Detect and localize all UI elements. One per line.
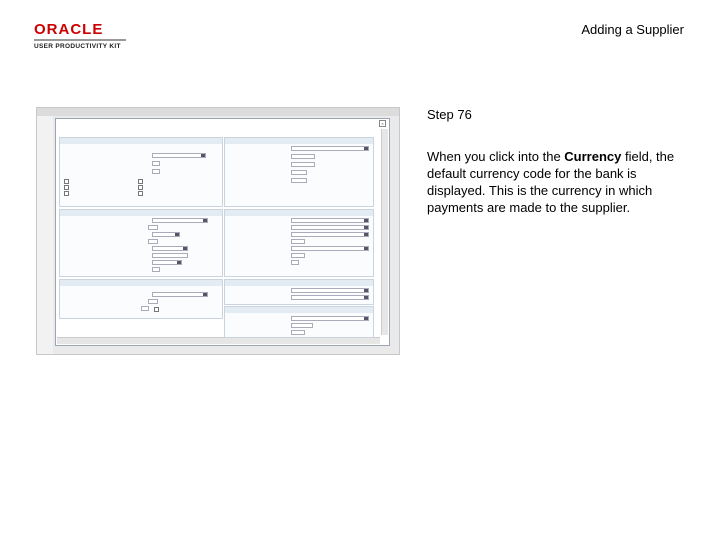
screenshot-left-strip <box>37 116 53 354</box>
close-icon: × <box>379 120 386 127</box>
draft-field-6 <box>152 253 188 258</box>
hold-field <box>152 169 160 174</box>
info-dropdown-3 <box>291 232 369 237</box>
horizontal-scrollbar <box>57 337 380 344</box>
draft-dropdown-5 <box>152 246 188 251</box>
checkbox <box>64 185 69 190</box>
description-field-name: Currency <box>564 149 622 164</box>
logo-divider <box>34 39 126 41</box>
step-description <box>427 148 689 216</box>
info-dropdown-1 <box>291 218 369 223</box>
logo-wordmark: ORACLE <box>34 21 104 38</box>
late-field-2 <box>291 323 313 328</box>
oracle-upk-logo <box>34 22 134 51</box>
application-screenshot <box>36 107 400 355</box>
screenshot-nav-bar <box>37 108 399 116</box>
holding-small-field <box>141 306 149 311</box>
checkbox <box>138 179 143 184</box>
draft-dropdown-1 <box>152 218 208 223</box>
info-field-7 <box>291 260 299 265</box>
draft-dropdown-7 <box>152 260 182 265</box>
checkbox <box>64 179 69 184</box>
holding-group <box>59 279 223 319</box>
draft-dropdown-3 <box>152 232 180 237</box>
currency-field <box>291 170 307 175</box>
payment-control-group <box>59 137 223 207</box>
step-label: Step 76 <box>427 107 472 122</box>
rate-type-field <box>291 178 307 183</box>
payables-options-modal <box>55 118 390 346</box>
draft-field-2 <box>148 225 158 230</box>
checkbox <box>138 185 143 190</box>
sequencing-dropdown-2 <box>291 295 369 300</box>
late-dropdown-1 <box>291 316 369 321</box>
holding-field <box>148 299 158 304</box>
discount-field <box>152 161 160 166</box>
logo-subtitle: USER PRODUCTIVITY KIT <box>34 43 121 50</box>
info-field-4 <box>291 239 305 244</box>
checkbox <box>154 307 159 312</box>
bank-options-dropdown <box>291 146 369 151</box>
vertical-scrollbar <box>381 129 388 335</box>
checkbox <box>138 191 143 196</box>
info-dropdown-2 <box>291 225 369 230</box>
sequencing-dropdown-1 <box>291 288 369 293</box>
holding-dropdown <box>152 292 208 297</box>
info-dropdown-5 <box>291 246 369 251</box>
description-text: field, the default currency code for the bank is displayed. This is the currency in which payments are made to the supplier. <box>427 149 675 215</box>
checkbox <box>64 191 69 196</box>
draft-field-8 <box>152 267 160 272</box>
description-text: When you click into the <box>427 149 565 164</box>
draft-field-4 <box>148 239 158 244</box>
pay-terms-dropdown <box>152 153 206 158</box>
bank-field <box>291 154 315 159</box>
info-field-6 <box>291 253 305 258</box>
document-title: Adding a Supplier <box>581 22 684 37</box>
account-field <box>291 162 315 167</box>
late-field-3 <box>291 330 305 335</box>
